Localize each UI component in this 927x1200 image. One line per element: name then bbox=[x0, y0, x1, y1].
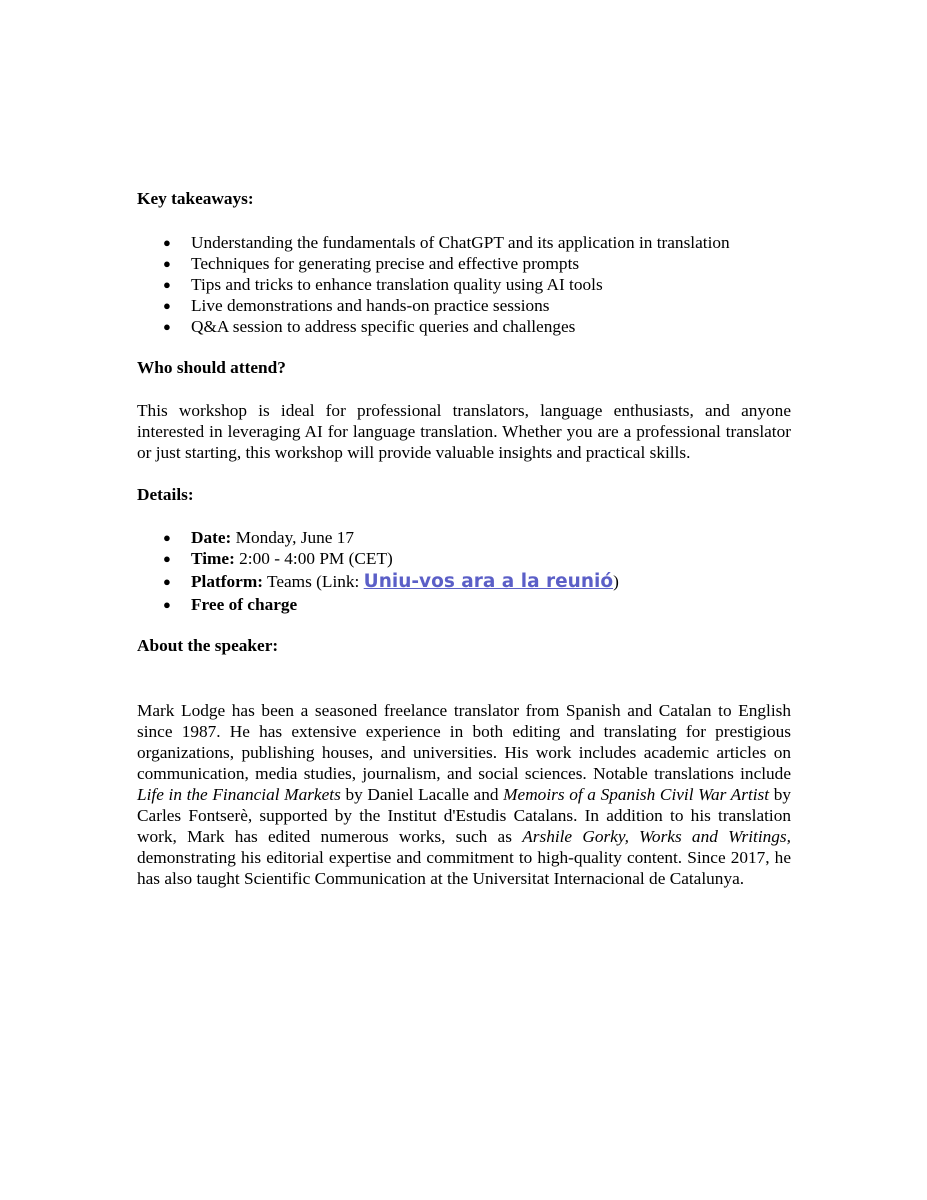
bullet-icon: ● bbox=[163, 277, 171, 292]
speaker-paragraph: Mark Lodge has been a seasoned freelance translator from Spanish and Catalan to English since 1987. He has extensive experience in both editing and translating for prestigious organizations, publishing houses, and universities. His work includes academic articles on communication, media studies, journalism, and social sciences. Notable translations include Life in the Financial Markets by Daniel Lacalle and Memoirs of a Spanish Civil War Artist by Carles Fontserè, supported by the Institut d'Estudis Catalans. In addition to his translation work, Mark has edited numerous works, such as Arshile Gorky, Works and Writings, demonstrating his editorial expertise and commitment to high-quality content. Since 2017, he has also taught Scientific Communication at the Universitat Internacional de Catalunya. bbox=[137, 701, 791, 888]
platform-label: Platform: bbox=[191, 572, 263, 591]
free-of-charge: Free of charge bbox=[191, 595, 298, 614]
list-item: ● Techniques for generating precise and effective prompts bbox=[163, 254, 580, 273]
date-label: Date: bbox=[191, 528, 232, 547]
detail-time bbox=[137, 548, 791, 569]
details-heading: Details: bbox=[137, 485, 194, 504]
bullet-icon: ● bbox=[163, 597, 171, 612]
document-page bbox=[137, 188, 791, 889]
list-item: ● Q&A session to address specific queries and challenges bbox=[163, 317, 576, 336]
book-title: Memoirs of a Spanish Civil War Artist bbox=[503, 785, 770, 804]
takeaways-list bbox=[137, 232, 791, 337]
bullet-icon: ● bbox=[163, 530, 171, 545]
bullet-icon: ● bbox=[163, 319, 171, 334]
list-item: ● Live demonstrations and hands-on practice sessions bbox=[163, 296, 550, 315]
bullet-icon: ● bbox=[163, 298, 171, 313]
time-label: Time: bbox=[191, 549, 235, 568]
detail-platform bbox=[137, 569, 791, 594]
bullet-icon: ● bbox=[163, 574, 171, 589]
date-value: Monday, June 17 bbox=[231, 528, 355, 547]
detail-free bbox=[137, 594, 791, 615]
bullet-icon: ● bbox=[163, 235, 171, 250]
about-speaker-heading: About the speaker: bbox=[137, 636, 279, 655]
bullet-icon: ● bbox=[163, 551, 171, 566]
details-list bbox=[137, 527, 791, 615]
list-item: ● Understanding the fundamentals of ChatGPT and its application in translation bbox=[163, 233, 730, 252]
attend-paragraph: This workshop is ideal for professional translators, language enthusiasts, and anyone interested in leveraging AI for language translation. Whether you are a professional translator or just starting, this workshop will provide valuable insights and practical skills. bbox=[137, 401, 791, 462]
time-value: 2:00 - 4:00 PM (CET) bbox=[234, 549, 393, 568]
book-title: Arshile Gorky, Works and Writings, bbox=[522, 827, 791, 846]
detail-date bbox=[137, 527, 791, 548]
who-should-attend-heading: Who should attend? bbox=[137, 358, 286, 377]
platform-suffix: ) bbox=[613, 572, 619, 591]
bullet-icon: ● bbox=[163, 256, 171, 271]
teams-meeting-link[interactable]: Uniu-vos ara a la reunió bbox=[363, 571, 614, 592]
key-takeaways-heading: Key takeaways: bbox=[137, 189, 254, 208]
list-item: ● Tips and tricks to enhance translation quality using AI tools bbox=[163, 275, 603, 294]
platform-prefix: Teams (Link: bbox=[262, 572, 364, 591]
book-title: Life in the Financial Markets bbox=[137, 785, 341, 804]
